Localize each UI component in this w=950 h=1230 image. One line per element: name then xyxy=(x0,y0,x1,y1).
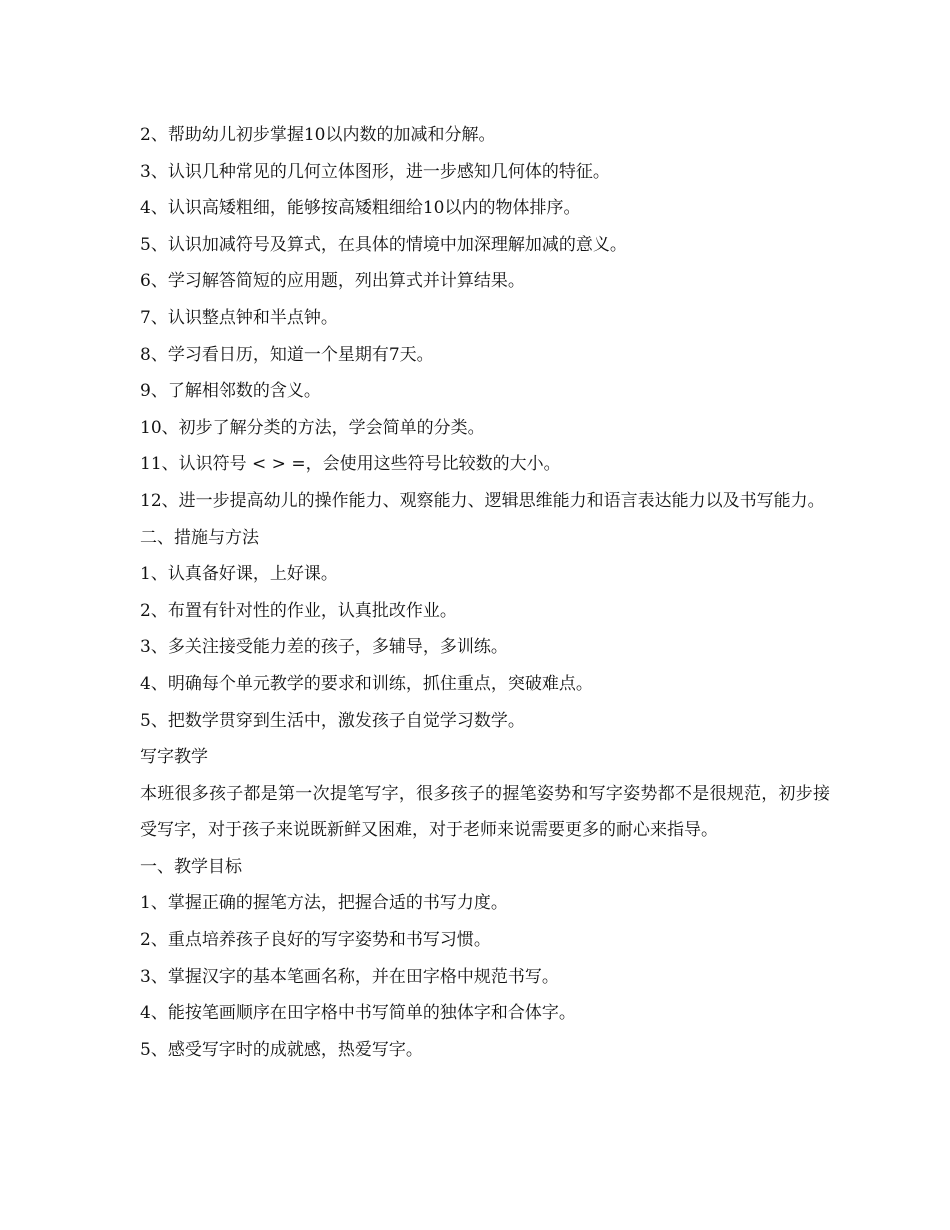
measure-item-5: 5、把数学贯穿到生活中，激发孩子自觉学习数学。 xyxy=(140,710,525,731)
goal-item-6: 6、学习解答简短的应用题，列出算式并计算结果。 xyxy=(140,271,525,292)
goal-item-5: 5、认识加减符号及算式，在具体的情境中加深理解加减的意义。 xyxy=(140,234,627,255)
writing-intro-paragraph: 本班很多孩子都是第一次提笔写字，很多孩子的握笔姿势和写字姿势都不是很规范，初步接受写字，对于孩子来说既新鲜又困难，对于老师来说需要更多的耐心来指导。 xyxy=(140,783,830,841)
writing-goal-item-4: 4、能按笔画顺序在田字格中书写简单的独体字和合体字。 xyxy=(140,1003,576,1024)
goal-item-12: 12、进一步提高幼儿的操作能力、观察能力、逻辑思维能力和语言表达能力以及书写能力。 xyxy=(140,490,825,511)
goal-item-3: 3、认识几种常见的几何立体图形，进一步感知几何体的特征。 xyxy=(140,161,610,182)
measure-item-4: 4、明确每个单元教学的要求和训练，抓住重点，突破难点。 xyxy=(140,673,593,694)
measure-item-3: 3、多关注接受能力差的孩子，多辅导，多训练。 xyxy=(140,637,508,658)
writing-goal-item-5: 5、感受写字时的成就感，热爱写字。 xyxy=(140,1039,423,1060)
goal-item-8: 8、学习看日历，知道一个星期有7天。 xyxy=(140,344,434,365)
writing-goal-item-1: 1、掌握正确的握笔方法，把握合适的书写力度。 xyxy=(140,893,508,914)
goal-item-11: 11、认识符号 < > =，会使用这些符号比较数的大小。 xyxy=(140,454,561,475)
measure-item-1: 1、认真备好课，上好课。 xyxy=(140,564,338,585)
writing-goal-item-2: 2、重点培养孩子良好的写字姿势和书写习惯。 xyxy=(140,930,491,951)
document-body xyxy=(140,117,830,1068)
goal-item-7: 7、认识整点钟和半点钟。 xyxy=(140,307,338,328)
writing-goal-item-3: 3、掌握汉字的基本笔画名称，并在田字格中规范书写。 xyxy=(140,966,559,987)
goal-item-4: 4、认识高矮粗细，能够按高矮粗细给10以内的物体排序。 xyxy=(140,198,581,219)
section-heading-writing: 写字教学 xyxy=(140,747,208,768)
section-heading-measures: 二、措施与方法 xyxy=(140,527,259,548)
goal-item-9: 9、了解相邻数的含义。 xyxy=(140,381,321,402)
section-heading-teaching-goals: 一、教学目标 xyxy=(140,856,242,877)
goal-item-10: 10、初步了解分类的方法，学会简单的分类。 xyxy=(140,417,485,438)
measure-item-2: 2、布置有针对性的作业，认真批改作业。 xyxy=(140,600,457,621)
goal-item-2: 2、帮助幼儿初步掌握10以内数的加减和分解。 xyxy=(140,125,496,145)
